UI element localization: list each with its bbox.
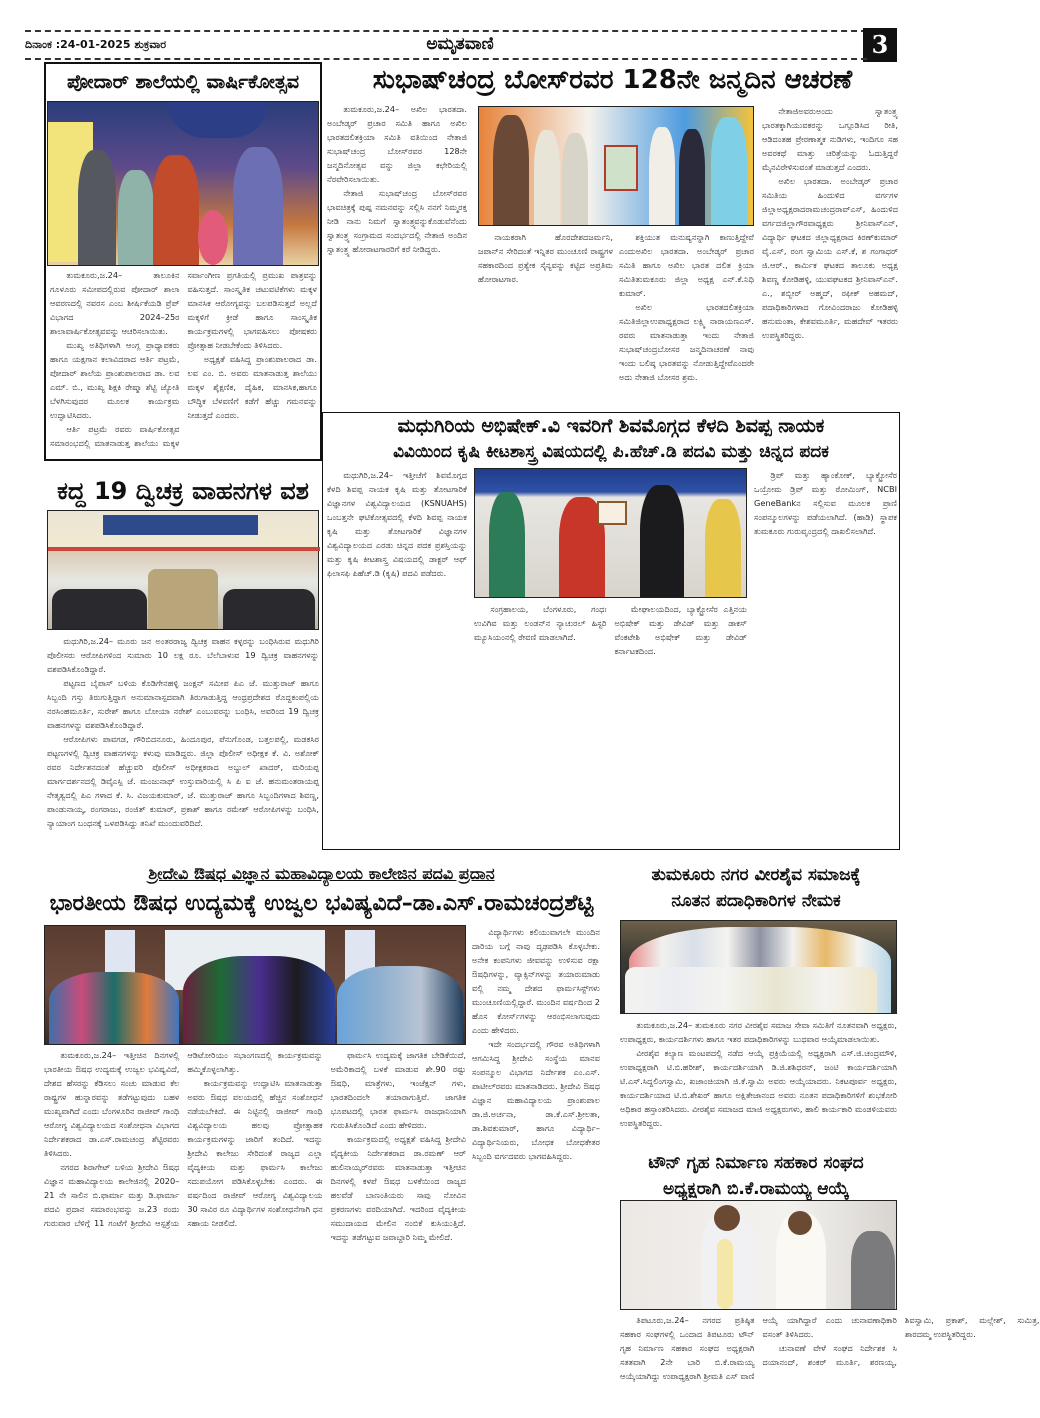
abhishek-paragraph: ಡ್ರಿಪ್ ಮತ್ತು ಹ್ಯಾಂಕೋಕ್, ಬ್ಯಾಕ್ಟ್ರೋಸೆರ ಒಯ್ರೋಮ ಡ್ರಿಪ್ ಮತ್ತು ರೋಮಿಂಗ್, NCBI GeneBankನ ಸಲ್ಲಿಸುವ ಮೂಲಕ ಪ್ರಾಣಿ ಸಂಪನ್ಮೂಲಗಳನ್ನು ಪಡೆಯಲಾಗಿದೆ. (ಹಾಡಿ) ಸ್ಥಾಪಕ ತುಮಕೂರು ಗುರುವೃಂದ್ರದಲ್ಲಿ ದಾಖಲಿಸಲಾಗಿದೆ. xyxy=(754,470,897,536)
podar-photo-flowers xyxy=(198,210,228,265)
veerashaiva-headline-line1: ತುಮಕೂರು ನಗರ ವೀರಶೈವ ಸಮಾಜಕ್ಕೆ xyxy=(651,865,861,885)
bikes-photo-motorcycles xyxy=(223,589,315,629)
sridevi-paragraph: ನಗರದ ಶಿರಾಗೇಟ್ ಬಳಿಯ ಶ್ರೀದೇವಿ ಔಷಧ ವಿಜ್ಞಾನ ಮಹಾವಿದ್ಯಾಲಯ ಕಾಲೇಜಿನಲ್ಲಿ 2020–21 ನೇ ಸಾಲಿನ ಬಿ.ಫಾರ್ಮಾ ಮತ್ತು ಡಿ.ಫಾರ್ಮಾ ಪದವಿ ಪ್ರದಾನ ಸಮಾರಂಭವನ್ನು ಜ.23 ರಂದು ಗುರುವಾರ ಬೆಳಿಗ್ಗೆ 11 ಗಂಟೆಗೆ ಶ್ರೀದೇವಿ ಆಸ್ಪತ್ರೆಯ ಆಡಿಟೋರಿಯಂ ಸಭಾಂಗಣದಲ್ಲಿ ಕಾರ್ಯಕ್ರಮವನ್ನು ಹಮ್ಮಿಕೊಳ್ಳಲಾಗಿತ್ತು. xyxy=(44,1050,323,1228)
podar-paragraph: ಆರ್ತಿ ಪಟ್ರಮೆ ರವರು ವಾರ್ಷಿಕೋತ್ಸವ ಸಮಾರಂಭದಲ್ಲಿ ಮಾತನಾಡುತ್ತ ಶಾಲೆಯು ಮಕ್ಕಳ ಸರ್ವಾಂಗೀಣ ಪ್ರಗತಿಯಲ್ಲಿ ಪ್ರಮುಖ ಪಾತ್ರವನ್ನು ವಹಿಸುತ್ತದೆ. ಸಾಂಸ್ಕೃತಿಕ ಚಟುವಟಿಕೆಗಳು ಮಕ್ಕಳ ಮಾನಸಿಕ ಆರೋಗ್ಯವನ್ನು ಬಲಪಡಿಸುತ್ತದೆ ಅಲ್ಲದೆ ಮಕ್ಕಳಿಗೆ ಕ್ರೀಡೆ ಹಾಗೂ ಸಾಂಸ್ಕೃತಿಕ ಕಾರ್ಯಕ್ರಮಗಳಲ್ಲಿ ಭಾಗವಹಿಸಲು ಪೋಷಕರು ಪ್ರೋತ್ಸಾಹ ನೀಡಬೇಕೆಂದು ತಿಳಿಸಿದರು. xyxy=(50,270,317,448)
sridevi-paragraph: ವಿದ್ಯಾರ್ಥಿಗಳು ಕಲಿಯುವಾಗಲೇ ಮುಂದಿನ ದಾರಿಯ ಬಗ್ಗೆ ನಾವು ದೃಢಪಡಿಸಿ ಕೊಳ್ಳಬೇಕು. ಅನೇಕ ಕಂಪನಿಗಳು ಜೀವವನ್ನು ಉಳಿಸುವ ರಕ್ಷಾ ಔಷಧಿಗಳನ್ನು, ವ್ಯಾಕ್ಸಿನ್‌ಗಳನ್ನು ತಯಾರುಮಾಡು ವಲ್ಲಿ ನಮ್ಮ ದೇಶದ ಫಾರ್ಮಸಿಸ್ಟ್‌ಗಳು ಮುಂಚೂಣಿಯಲ್ಲಿದ್ದಾರೆ. ಮುಂದಿನ ವರ್ಷದಿಂದ 2 ಹೊಸ ಕೋರ್ಸ್‌ಗಳನ್ನು ಆರಂಭಿಸಲಾಗುವುದು ಎಂದು ಹೇಳಿದರು. xyxy=(472,927,600,1035)
issue-date: ದಿನಾಂಕ :24-01-2025 ಶುಕ್ರವಾರ xyxy=(25,38,167,51)
sridevi-photo xyxy=(44,925,466,1045)
podar-photo-person xyxy=(233,147,283,265)
bikes-headline: ಕದ್ದ 19 ದ್ವಿಚಕ್ರ ವಾಹನಗಳ ವಶ xyxy=(57,477,309,505)
veerashaiva-photo-seated-row xyxy=(625,967,877,1013)
bikes-photo-police-group xyxy=(148,569,218,629)
sridevi-paragraph: ಇದೇ ಸಂದರ್ಭದಲ್ಲಿ ಗೌರವ ಅತಿಥಿಗಳಾಗಿ ಆಗಮಿಸಿದ್ದ ಶ್ರೀದೇವಿ ಸಂಸ್ಥೆಯ ಮಾನವ ಸಂಪನ್ಮೂಲ ವಿಭಾಗದ ನಿರ್ದೇಶಕ ಎಂ.ಎಸ್. ಪಾಟೀಲ್‌ರವರು ಮಾತನಾಡಿದರು. ಶ್ರೀದೇವಿ ಔಷಧ ವಿಜ್ಞಾನ ಮಹಾವಿದ್ಯಾಲಯ ಪ್ರಾಂಶುಪಾಲ ಡಾ.ಜಿ.ಅರ್ಚನಾ, ಡಾ.ಕೆ.ಎಸ್.ಶ್ರೀಲತಾ, ಡಾ.ಶಿವಕುಮಾರ್, ಹಾಗೂ ವಿದ್ಯಾರ್ಥಿ–ವಿದ್ಯಾರ್ಥಿನಿಯರು, ಬೋಧಕ ಬೋಧಕೇತರ ಸಿಬ್ಬಂದಿ ವರ್ಗದವರು ಭಾಗವಹಿಸಿದ್ದರು. xyxy=(472,1039,600,1161)
town-housing-headline-line2: ಅಧ್ಯಕ್ಷರಾಗಿ ಬಿ.ಕೆ.ರಾಮಯ್ಯ ಆಯ್ಕೆ xyxy=(663,1179,849,1199)
sridevi-paragraph: ತುಮಕೂರು,ಜ.24– ಇತ್ತೀಚಿನ ದಿನಗಳಲ್ಲಿ ಭಾರತೀಯ ಔಷಧ ಉದ್ಯಮಕ್ಕೆ ಉಜ್ವಲ ಭವಿಷ್ಯವಿದೆ, ದೇಶದ ಹೆಸರನ್ನು ಕೆಡಿಸಲು ಸಂಚು ಮಾಡುವ ಕೆಲ ರಾಷ್ಟ್ರಗಳ ಹುನ್ನಾರವನ್ನು ತಡೆಗಟ್ಟುವುದು ಬಹಳ ಮುಖ್ಯವಾಗಿದೆ ಎಂದು ಬೆಂಗಳೂರಿನ ರಾಜೀವ್ ಗಾಂಧಿ ಆರೋಗ್ಯ ವಿಶ್ವವಿದ್ಯಾಲಯದ ಸಂಶೋಧನಾ ವಿಭಾಗದ ನಿರ್ದೇಶಕರಾದ ಡಾ.ಎಸ್.ರಾಮಚಂದ್ರ ಶೆಟ್ಟಿರವರು ತಿಳಿಸಿದರು. xyxy=(44,1050,180,1158)
abhishek-photo xyxy=(474,468,747,598)
subhash-paragraph: ನಾಯಕರಾಗಿ ಹೊರದೇಶದಜರ್ಮನಿ, ಜಪಾನ್‌ನ ಸೇರಿದಂತೆ ಇನ್ನಿತರ ಮುಂಚೂಣಿ ರಾಷ್ಟ್ರಗಳ ಸಹಕಾರದಿಂದ ಪ್ರತ್ಯೇಕ ಸೈನ್ಯವನ್ನು ಕಟ್ಟಿದ ಅಪ್ರತಿಮ ಹೋರಾಟಗಾರ. xyxy=(478,232,613,284)
sridevi-kicker: ಶ್ರೀದೇವಿ ಔಷಧ ವಿಜ್ಞಾನ ಮಹಾವಿದ್ಯಾಲಯ ಕಾಲೇಜಿನ ಪದವಿ ಪ್ರದಾನ xyxy=(148,864,495,883)
podar-photo-person xyxy=(78,150,116,265)
abhishek-body-col1 xyxy=(327,468,467,846)
newspaper-name: ಅಮೃತವಾಣಿ xyxy=(426,34,494,54)
abhishek-headline-line2: ವಿವಿಯಿಂದ ಕೃಷಿ ಕೀಟಶಾಸ್ತ್ರ ವಿಷಯದಲ್ಲಿ ಪಿ.ಹೆಚ್.ಡಿ ಪದವಿ ಮತ್ತು ಚಿನ್ನದ ಪದಕ xyxy=(393,442,829,462)
town-housing-photo-garland xyxy=(717,1239,733,1309)
sridevi-body-main xyxy=(44,1048,466,1378)
bikes-photo-sign xyxy=(103,515,258,535)
veerashaiva-paragraph: ವೀರಶೈವ ಕಲ್ಯಾಣ ಮಂಟಪದಲ್ಲಿ ನಡೆದ ಆಯ್ಕೆ ಪ್ರಕ್ರಿಯೆಯಲ್ಲಿ ಅಧ್ಯಕ್ಷರಾಗಿ ಎಸ್.ಜಿ.ಚಂದ್ರಮೌಳಿ, ಉಪಾಧ್ಯಕ್ಷರಾಗಿ ಟಿ.ಬಿ.ಹರೀಶ್, ಕಾರ್ಯದರ್ಶಿಯಾಗಿ ಡಿ.ಜಿ.ಶಶಿಧರನ್, ಜಂಟಿ ಕಾರ್ಯದರ್ಶಿಯಾಗಿ ಟಿ.ಎಸ್.ಸಿದ್ದಲಿಂಗಸ್ವಾಮಿ, ಖಜಾಂಚಿಯಾಗಿ ಜಿ.ಕೆ.ಸ್ವಾಮಿ ಅವರು ಆಯ್ಕೆಯಾದರು. ನಿಕಟಪೂರ್ವ ಅಧ್ಯಕ್ಷರು, ಕಾರ್ಯದರ್ಶಿಯಾದ ಟಿ.ಬಿ.ಶೇಖರ್ ಹಾಗೂ ಅಕ್ಷಿತೇಜಾನಂದ ಅವರು ನೂತನ ಪದಾಧಿಕಾರಿಗಳಿಗೆ ಶುಭಕೋರಿ ಅಧಿಕಾರ ಹಸ್ತಾಂತರಿಸಿದರು. ವೀರಶೈವ ಸಮಾಜದ ಮಾಜಿ ಅಧ್ಯಕ್ಷರುಗಳು, ಹಾಲಿ ಕಾರ್ಯಕಾರಿ ಮಂಡಳಿಯವರು ಉಪಸ್ಥಿತರಿದ್ದರು. xyxy=(620,1048,897,1128)
bikes-photo-stripe xyxy=(48,547,320,551)
subhash-paragraph: ನೇತಾಜಿಅವರುಅಂದು ಸ್ವಾತಂತ್ರ್ಯ ಭಾರತಕ್ಕಾಗಿಯುವಕರನ್ನು ಒಗ್ಗೂಡಿಸಿದ ರೀತಿ, ಆಡಿದಂತಹ ಪ್ರೇರಣಾತ್ಮಕ ನುಡಿಗಳು, ಇಂದಿಗೂ ಸಹ ಅವರಕಥೆ ಮಾತ್ತು ಚರಿತ್ರೆಯನ್ನು ಓದುತ್ತಿದ್ದರೆ ಮೈನವಿರೇಳಿಸುವಂತೆ ಮಾಡುತ್ತದೆ ಎಂದರು. xyxy=(762,106,898,172)
podar-photo-person xyxy=(118,170,154,265)
bikes-photo-motorcycles xyxy=(52,589,147,629)
veerashaiva-photo xyxy=(620,920,897,1014)
masthead xyxy=(25,32,895,58)
page-number: 3 xyxy=(863,28,897,62)
podar-photo xyxy=(47,101,319,266)
subhash-photo-person xyxy=(562,133,588,225)
subhash-headline: ಸುಭಾಷ್‌ಚಂದ್ರ ಬೋಸ್‌ರವರ 128ನೇ ಜನ್ಮದಿನ ಆಚರಣೆ xyxy=(372,65,853,95)
subhash-photo-person xyxy=(649,127,675,225)
bikes-photo xyxy=(47,510,319,630)
subhash-paragraph: ನೇತಾಜಿ ಸುಭಾಷ್‌ಚಂದ್ರ ಬೋಸ್‌ರವರ ಭಾವಚಿತ್ರಕ್ಕೆ ಪುಷ್ಪ ನಮನವನ್ನು ಸಲ್ಲಿಸಿ ನನಗೆ ನಿಮ್ಮರಕ್ತ ನೀಡಿ ನಾನು ನಿಮಗೆ ಸ್ವಾತಂತ್ರ್ಯವನ್ನುಕೊಡುವೆನೆಂದು ಸ್ವಾತಂತ್ರ್ಯ ಸಂಗ್ರಾಮದ ಸಂದರ್ಭದಲ್ಲಿ ನೇತಾಜಿ ಅಂದಿನ ಸ್ವಾತಂತ್ರ್ಯ ಹೋರಾಟಗಾರರಿಗೆ ಕರೆ ನೀಡಿದ್ದರು. xyxy=(327,188,467,254)
sridevi-paragraph: ಕಾರ್ಯಕ್ರಮವನ್ನು ಉದ್ಘಾಟಿಸಿ ಮಾತನಾಡುತ್ತಾ ಅವರು ಔಷಧ ವಲಯದಲ್ಲಿ ಹೆಚ್ಚಿನ ಸಂಶೋಧನೆ ನಡೆಯಬೇಕಿದೆ. ಈ ನಿಟ್ಟಿನಲ್ಲಿ ರಾಜೀವ್ ಗಾಂಧಿ ವಿಶ್ವವಿದ್ಯಾಲಯ ಹಲವು ಪ್ರೋತ್ಸಾಹಕ ಕಾರ್ಯಕ್ರಮಗಳನ್ನು ಜಾರಿಗೆ ತಂದಿದೆ. ಇದನ್ನು ಶ್ರೀದೇವಿ ಕಾಲೇಜು ಸೇರಿದಂತೆ ರಾಜ್ಯದ ಎಲ್ಲಾ ವೈದ್ಯಕೀಯ ಮತ್ತು ಫಾರ್ಮಸಿ ಕಾಲೇಜು ಸದುಪಯೋಗ ಪಡಿಸಿಕೊಳ್ಳಬೇಕು ಎಂದರು. ಈ ವರ್ಷದಿಂದ ರಾಜೀವ್ ಆರೋಗ್ಯ ವಿಶ್ವವಿದ್ಯಾಲಯ 30 ಸಾವಿರ ರೂ ವಿದ್ಯಾರ್ಥಿಗಳ ಸಂಶೋಧನೆಗಾಗಿ ಧನ ಸಹಾಯ ನೀಡಲಿದೆ. xyxy=(187,1078,323,1228)
subhash-photo xyxy=(478,106,754,226)
subhash-body-col3 xyxy=(619,230,754,412)
podar-body xyxy=(50,268,317,458)
veerashaiva-body xyxy=(620,1018,897,1148)
sridevi-body-col4 xyxy=(472,925,600,1378)
veerashaiva-headline-line2: ನೂತನ ಪದಾಧಿಕಾರಿಗಳ ನೇಮಕ xyxy=(671,891,841,911)
town-housing-headline-line1: ಟೌನ್ ಗೃಹ ನಿರ್ಮಾಣ ಸಹಕಾರ ಸಂಘದ xyxy=(648,1153,864,1173)
town-housing-photo-head xyxy=(714,1205,740,1231)
town-housing-body xyxy=(620,1313,1040,1389)
subhash-body-col1 xyxy=(327,102,467,412)
subhash-body-col4 xyxy=(762,104,898,412)
sridevi-paragraph: ಕಾರ್ಯಕ್ರಮದಲ್ಲಿ ಅಧ್ಯಕ್ಷತೆ ವಹಿಸಿದ್ದ ಶ್ರೀದೇವಿ ವೈದ್ಯಕೀಯ ನಿರ್ದೇಶಕರಾದ ಡಾ.ರಮಣ್ ಆರ್ ಹುಲಿನಾಯ್ಕರ್‌ರವರು ಮಾತನಾಡುತ್ತಾ ಇತ್ತೀಚಿನ ದಿನಗಳಲ್ಲಿ ಕಳಪೆ ಔಷಧ ಬಳಕೆಯಿಂದ ರಾಜ್ಯದ ಹಲವೆಡೆ ಬಾಣಂತಿಯರು ಸಾವು ನೋವಿನ ಪ್ರಕರಣಗಳು ವರದಿಯಾಗಿದೆ. ಇದರಿಂದ ವೈದ್ಯಕೀಯ ಸಮುದಾಯದ ಮೇಲಿನ ನಂಬಿಕೆ ಕುಸಿಯುತ್ತಿದೆ. ಇದನ್ನು ತಡೆಗಟ್ಟುವ ಜವಾಬ್ದಾರಿ ನಿಮ್ಮ ಮೇಲಿದೆ. xyxy=(330,1134,466,1242)
town-housing-photo xyxy=(620,1200,897,1310)
abhishek-photo-person xyxy=(489,492,525,597)
subhash-paragraph: ತುಮಕೂರು,ಜ.24– ಅಖಿಲ ಭಾರತದಾ. ಅಂಬೇಡ್ಕರ್ ಪ್ರಚಾರ ಸಮಿತಿ ಹಾಗೂ ಅಖಿಲ ಭಾರತದಲಿತಕ್ರಿಯಾ ಸಮಿತಿ ವತಿಯಿಂದ ನೇತಾಜಿ ಸುಭಾಷ್‌ಚಂದ್ರ ಬೋಸ್‌ರವರ 128ನೇ ಜನ್ಮದಿನೋತ್ಸವ ವನ್ನು ಜಿಲ್ಲಾ ಕಛೇರಿಯಲ್ಲಿ ನೆರವೇರಿಸಲಾಯಿತು. xyxy=(327,104,467,184)
abhishek-photo-person xyxy=(705,499,741,597)
town-housing-photo-head xyxy=(788,1211,812,1235)
podar-photo-stage-sign xyxy=(168,102,268,138)
sridevi-photo-graduates xyxy=(183,956,335,1044)
subhash-photo-person xyxy=(711,117,747,225)
abhishek-body-mid xyxy=(474,602,747,846)
subhash-photo-person xyxy=(534,130,560,225)
masthead-bottom-rule xyxy=(25,58,867,60)
podar-paragraph: ಅಧ್ಯಕ್ಷತೆ ವಹಿಸಿದ್ದ ಪ್ರಾಂಶುಪಾಲರಾದ ಡಾ. ಲವ ಎಂ. ಬಿ. ಅವರು ಮಾತನಾಡುತ್ತ ಶಾಲೆಯು ಮಕ್ಕಳ ಶೈಕ್ಷಣಿಕ, ದೈಹಿಕ, ಮಾನಸಿಕ,ಹಾಗೂ ಬೌದ್ಧಿಕ ಬೆಳವಣಿಗೆ ಕಡೆಗೆ ಹೆಚ್ಚು ಗಮನವನ್ನು ನೀಡುತ್ತದೆ ಎಂದರು. xyxy=(187,354,317,420)
bikes-paragraph: ಆರೋಪಿಗಳು ಪಾವಗಡ, ಗೌರಿಬಿದನೂರು, ಹಿಂದೂಪುರ, ಪೆನುಗೊಂಡ, ಬತ್ತಲಪಲ್ಲಿ, ಮಡಕಸಿರ ಪಟ್ಟಣಗಳಲ್ಲಿ ದ್ವಿಚಕ್ರ ವಾಹನಗಳನ್ನು ಕಳುವು ಮಾಡಿದ್ದರು. ಜಿಲ್ಲಾ ಪೊಲೀಸ್ ಅಧೀಕ್ಷಕ ಕೆ. ವಿ. ಅಶೋಕ್ ರವರ ನಿರ್ದೇಶನದಂತೆ ಹೆಚ್ಚುವರಿ ಪೊಲೀಸ್ ಅಧೀಕ್ಷಕರಾದ ಅಬ್ದುಲ್ ಖಾದರ್, ಮರಿಯಪ್ಪ ಮಾರ್ಗದರ್ಶನದಲ್ಲಿ ಡಿವೈಎಸ್ಪಿ ಜೆ. ಮಂಜುನಾಥ್ ಉಸ್ತುವಾರಿಯಲ್ಲಿ ಸಿ ಪಿ ಐ ಜೆ. ಹನುಮಂತರಾಯಪ್ಪ ನೇತೃತ್ವದಲ್ಲಿ ಪಿಎ ಗಳಾದ ಕೆ. ಸಿ. ವಿಜಯಕುಮಾರ್, ಜೆ. ಮುತ್ತುರಾಜ್ ಹಾಗೂ ಸಿಬ್ಬಂದಿಗಳಾದ ಶಿವಣ್ಣ, ಪಾಂಡುನಾಯ್ಕ, ರಂಗರಾಜು, ರಂಜಿತ್ ಕುಮಾರ್, ಪ್ರಕಾಶ್ ಹಾಗೂ ರಮೇಶ್ ಆರೋಪಿಗಳನ್ನು ಬಂಧಿಸಿ, ನ್ಯಾಯಾಂಗ ಬಂಧನಕ್ಕೆ ಒಳಪಡಿಸಿದ್ದು ತನಿಖೆ ಮುಂದುವರಿದಿದೆ. xyxy=(47,734,319,828)
subhash-photo-portrait xyxy=(604,145,638,191)
sridevi-photo-faculty-group xyxy=(337,966,463,1044)
town-housing-paragraph: ಚುನಾವಣೆ ವೇಳೆ ಸಂಘದ ನಿರ್ದೇಶಕ ಸಿ ದಯಾನಂದ್, ಶಂಕರ್ ಮೂರ್ತಿ, ಶರಣಯ್ಯ, ಶಿವಸ್ವಾಮಿ, ಪ್ರಕಾಶ್, ಮಲ್ಲೇಶ್, ಸುಮಿತ್ರ, ಶಾರದಮ್ಮ ಉಪಸ್ಥಿತರಿದ್ದರು. xyxy=(762,1315,1040,1367)
subhash-photo-person xyxy=(679,129,705,225)
town-housing-paragraph: ತಿಪಟೂರು,ಜ.24– ನಗರದ ಪ್ರತಿಷ್ಠಿತ ಸಹಕಾರ ಸಂಘಗಳಲ್ಲಿ ಒಂದಾದ ತಿಪಟೂರು ಟೌನ್ ಗೃಹ ನಿರ್ಮಾಣ ಸಹಕಾರ ಸಂಘದ ಅಧ್ಯಕ್ಷರಾಗಿ ಸತತವಾಗಿ 2ನೇ ಬಾರಿ ಬಿ.ಕೆ.ರಾಮಯ್ಯ ಆಯ್ಕೆಯಾಗಿದ್ದು ಉಪಾಧ್ಯಕ್ಷರಾಗಿ ಶ್ರೀಮತಿ ಎಸ್ ವಾಣಿ ಆಯ್ಕೆ ಯಾಗಿದ್ದಾರೆ ಎಂದು ಚುನಾವಣಾಧಿಕಾರಿ ವಸಂತ್ ತಿಳಿಸಿದರು. xyxy=(620,1315,897,1381)
subhash-paragraph: ಅಖಿಲ ಭಾರತದಲಿತಕ್ರಿಯಾ ಸಮಿತಿಜಿಲ್ಲಾಉಪಾಧ್ಯಕ್ಷರಾದ ಲಕ್ಷ್ಮಿ ನಾರಾಯಣಎಸ್. ರವರು ಮಾತನಾಡುತ್ತಾ ಇಂದು ನೇತಾಜಿ ಸುಭಾಷ್‌ಚಂದ್ರಬೋಸರ ಜನ್ಮದಿನಾಚರಣೆ ನಾವು ಇಂದು ಬಲಿಷ್ಠ ಭಾರತವನ್ನು ನೋಡುತ್ತಿದ್ದೇವೆಎಂದರೇ ಅದು ನೇತಾಜಿ ಬೋಸರ ಶ್ರಮ. xyxy=(619,302,754,382)
abhishek-paragraph: ಮೇಘಾಲಯದಿಂದ, ಬ್ಯಾಕ್ಟ್ರೋಸೆರ ಎತ್ತಿನಯ ಅಭಿಷೇಕ್ ಮತ್ತು ಡೇವಿಡ್ ಮತ್ತು ಡಾಕಸ್ ವೆಂಕಟೇಶಿ ಅಭಿಷೇಕ್ ಮತ್ತು ಡೇವಿಡ್ ಕರ್ನಾಟಕದಿಂದ. xyxy=(614,604,747,656)
bikes-paragraph: ಮಧುಗಿರಿ,ಜ.24– ಮೂರು ಜನ ಅಂತರರಾಜ್ಯ ದ್ವಿಚಕ್ರ ವಾಹನ ಕಳ್ಳರನ್ನು ಬಂಧಿಸಿರುವ ಮಧುಗಿರಿ ಪೊಲೀಸರು ಆರೋಪಿಗಳಿಂದ ಸುಮಾರು 10 ಲಕ್ಷ ರೂ. ಬೆಲೆಬಾಳುವ 19 ದ್ವಿಚಕ್ರ ವಾಹನಗಳನ್ನು ವಶಪಡಿಸಿಕೊಂಡಿದ್ದಾರೆ. xyxy=(47,636,319,674)
abhishek-paragraph: ಸಂಗ್ರಹಾಲಯ, ಬೆಂಗಳೂರು, ಗಂಧಃ ಉವಿಗಿವ ಮತ್ತು ಲಂಡನ್‌ನ ನ್ಯಾಚುರಲ್ ಹಿಸ್ಟರಿ ಮ್ಯೂಸಿಯಂನಲ್ಲಿ ಠೇವಣಿ ಮಾಡಲಾಗಿದೆ. xyxy=(474,604,607,642)
podar-paragraph: ಮುಖ್ಯ ಅತಿಥಿಗಳಾಗಿ ಆಂಗ್ಲ ಪ್ರಾಧ್ಯಾಪಕರು ಹಾಗೂ ಯಕ್ಷಗಾನ ಕಲಾವಿದರಾದ ಆರ್ತಿ ಪಟ್ರಮೆ, ಪೋದಾರ್ ಶಾಲೆಯ ಪ್ರಾಂಶುಪಾಲರಾದ ಡಾ. ಲವ ಎಮ್. ಬಿ., ಮುಖ್ಯ ಶಿಕ್ಷಕಿ ರೇಷ್ಮಾ ಶೆಟ್ಟಿ ಜ್ಯೋತಿ ಬೆಳಗಿಸುವುದರ ಮೂಲಕ ಕಾರ್ಯಕ್ರಮ ಉದ್ಘಾಟಿಸಿದರು. xyxy=(50,340,180,420)
abhishek-paragraph: ಮಧುಗಿರಿ,ಜ.24– ಇತ್ತೀಚೆಗೆ ಶಿವಮೊಗ್ಗದ ಕೆಳದಿ ಶಿವಪ್ಪ ನಾಯಕ ಕೃಷಿ ಮತ್ತು ತೋಟಗಾರಿಕೆ ವಿಜ್ಞಾನಗಳ ವಿಶ್ವವಿದ್ಯಾಲಯದ (KSNUAHS) ಒಂಬತ್ತನೇ ಘಟಿಕೋತ್ಸವದಲ್ಲಿ ಕೆಳದಿ ಶಿವಪ್ಪ ನಾಯಕ ಕೃಷಿ ಮತ್ತು ತೋಟಗಾರಿಕೆ ವಿಜ್ಞಾನಗಳ ವಿಶ್ವವಿದ್ಯಾಲಯದ ಎರಡು ಚಿನ್ನದ ಪದಕ ಪ್ರಶಸ್ತಿಯನ್ನು ಮತ್ತು ಕೃಷಿ ಕೀಟಶಾಸ್ತ್ರ ವಿಷಯದಲ್ಲಿ ಡಾಕ್ಟರ್ ಆಫ್ ಫಿಲಾಸಫಿ ಪಿಹೆಚ್.ಡಿ (ಕೃಷಿ) ಪದವಿ ಪಡೆದರು. xyxy=(327,470,467,578)
podar-headline: ಪೋದಾರ್ ಶಾಲೆಯಲ್ಲಿ ವಾರ್ಷಿಕೋತ್ಸವ xyxy=(66,71,300,93)
sridevi-photo-staff-group xyxy=(49,972,179,1044)
subhash-paragraph: ಅಖಿಲ ಭಾರತದಾ. ಅಂಬೇಡ್ಕರ್ ಪ್ರಚಾರ ಸಮಿತಿಯ ಹಿಂದುಳಿದ ವರ್ಗಗಳ ಜಿಲ್ಲಾಅಧ್ಯಕ್ಷರಾದರಾಮಚಂದ್ರರಾವ್‌ಎಸ್, ಹಿಂದುಳಿದ ವರ್ಗದಜಿಲ್ಲಾಗೌರವಾಧ್ಯಕ್ಷರು ಶ್ರೀನಿವಾಸ್‌ಎನ್, ವಿದ್ಯಾರ್ಥಿ ಘಟಕದ ಜಿಲ್ಲಾಧ್ಯಕ್ಷರಾದ ಕಿರಣ್‌ಕುಮಾರ್ ವೈ.ಎಸ್, ರಂಗ ಸ್ವಾಮಿಯ ಎಸ್.ಕೆ, ಶ ಗಂಗಾಧರ್ ಜಿ.ಆರ್., ಕಾರ್ಮಿಕ ಘಟಕದ ತಾಲೂಕು ಅಧ್ಯಕ್ಷ ಶಿವಣ್ಣ ಕೋಡಿಹಳ್ಳಿ, ಯುವಘಟಕದ ಶ್ರೀನಿವಾಸ್‌ಎನ್. ಎ., ಶಬ್ಬೀರ್ ಅಹ್ಮದ್, ರಫೀಕ್ ಅಹಮದ್, ಪದಾಧಿಕಾರಿಗಳಾದ ಗೋವಿಂದರಾಜು ಕೋಡಿಹಳ್ಳಿ ಹನುಮಂತಾ, ಕೇಶವಮೂರ್ತಿ, ಮಹದೇವ್ ಇತರರು ಉಪಸ್ಥಿತರಿದ್ದರು. xyxy=(762,176,898,340)
sridevi-headline: ಭಾರತೀಯ ಔಷಧ ಉದ್ಯಮಕ್ಕೆ ಉಜ್ವಲ ಭವಿಷ್ಯವಿದೆ–ಡಾ.ಎಸ್.ರಾಮಚಂದ್ರಶೆಟ್ಟಿ xyxy=(49,891,594,916)
subhash-paragraph: ಶಕ್ತಿಯುತ ಮನುಷ್ಯನನ್ನಾಗಿ ಕಾಣುತ್ತಿದ್ದೇವೆ ಎಂದುಅಖಿಲ ಭಾರತದಾ. ಅಂಬೇಡ್ಕರ್ ಪ್ರಚಾರ ಸಮಿತಿ ಹಾಗೂ ಅಖಿಲ ಭಾರತ ದಲಿತ ಕ್ರಿಯಾ ಸಮಿತಿತುಮಕೂರು ಜಿಲ್ಲಾ ಅಧ್ಯಕ್ಷ ಎನ್.ಕೆ.ನಿಧಿ ಕುಮಾರ್. xyxy=(619,232,754,298)
subhash-photo-person xyxy=(493,115,529,225)
bikes-body xyxy=(47,634,319,852)
abhishek-body-col4 xyxy=(754,468,897,846)
subhash-body-col2 xyxy=(478,230,613,412)
abhishek-photo-certificate xyxy=(597,501,627,525)
abhishek-headline-line1: ಮಧುಗಿರಿಯ ಅಭಿಷೇಕ್.ವಿ ಇವರಿಗೆ ಶಿವಮೊಗ್ಗದ ಕೆಳದಿ ಶಿವಪ್ಪ ನಾಯಕ xyxy=(397,415,825,437)
sridevi-paragraph: ಫಾರ್ಮಸಿ ಉದ್ಯಮಕ್ಕೆ ಜಾಗತಿಕ ಬೇಡಿಕೆಯಿದೆ, ಅಮೆರಿಕಾದಲ್ಲಿ ಬಳಕೆ ಮಾಡುವ ಶೇ.90 ರಷ್ಟು ಔಷಧಿ, ಮಾತ್ರೆಗಳು, ಇಂಜೆಕ್ಷನ್ ಗಳು, ಭಾರತದಿಂದಲೇ ತಯಾರಾಗುತ್ತಿವೆ. ಜಾಗತಿಕ ಭೂಪಟದಲ್ಲಿ ಭಾರತ ಫಾರ್ಮಸಿ ರಾಜಧಾನಿಯಾಗಿ ಗುರುತಿಸಿಕೊಂಡಿದೆ ಎಂದು ಹೇಳಿದರು. xyxy=(330,1050,466,1130)
podar-paragraph: ತುಮಕೂರು,ಜ.24– ತಾಲೂಕಿನ ಗೂಳೂರು ಸಮೀಪದಲ್ಲಿರುವ ಪೋದಾರ್ ಶಾಲಾ ಆವರಣದಲ್ಲಿ ನವರಸ ಎಂಬ ಶೀರ್ಷಿಕೆಯಡಿ ಪ್ರೆಪ್ ವಿಭಾಗದ 2024–25ರ ಶಾಲಾವಾರ್ಷಿಕೋತ್ಸವವನ್ನು ಆಚರಿಸಲಾಯಿತು. xyxy=(50,270,180,336)
veerashaiva-paragraph: ತುಮಕೂರು,ಜ.24– ತುಮಕೂರು ನಗರ ವೀರಶೈವ ಸಮಾಜ ಸೇವಾ ಸಮಿತಿಗೆ ನೂತನವಾಗಿ ಅಧ್ಯಕ್ಷರು, ಉಪಾಧ್ಯಕ್ಷರು, ಕಾರ್ಯದರ್ಶಿಗಳು ಹಾಗೂ ಇತರ ಪದಾಧಿಕಾರಿಗಳನ್ನು ಬುಧವಾರ ಆಯ್ಕೆಮಾಡಲಾಯಿತು. xyxy=(620,1020,897,1044)
podar-photo-person xyxy=(153,155,199,265)
bikes-paragraph: ಪಟ್ಟಣದ ಬೈಪಾಸ್ ಬಳಿಯ ಕೊಡಿಗೇನಹಳ್ಳಿ ಜಂಕ್ಷನ್ ಸಮೀಪ ಪಿಎ ಜೆ. ಮುತ್ತುರಾಜ್ ಹಾಗೂ ಸಿಬ್ಬಂದಿ ಗಸ್ತು ತಿರುಗುತ್ತಿದ್ದಾಗ ಅನುಮಾನಾಸ್ಪದವಾಗಿ ತಿರುಗಾಡುತ್ತಿದ್ದ ಆಂಧ್ರಪ್ರದೇಶದ ರೊದ್ದಕಂಪಲ್ಲಿಯ ನರಸಿಂಹಮೂರ್ತಿ, ಸುರೇಶ್ ಹಾಗೂ ಬೋಯಾ ನರೇಶ್ ಎಂಬುವರನ್ನು ಬಂಧಿಸಿ, ಅವರಿಂದ 19 ದ್ವಿಚಕ್ರ ವಾಹನಗಳನ್ನು ವಶಪಡಿಸಿಕೊಂಡಿದ್ದಾರೆ. xyxy=(47,678,319,730)
abhishek-photo-person xyxy=(640,485,684,597)
town-housing-photo-person xyxy=(851,1231,895,1309)
